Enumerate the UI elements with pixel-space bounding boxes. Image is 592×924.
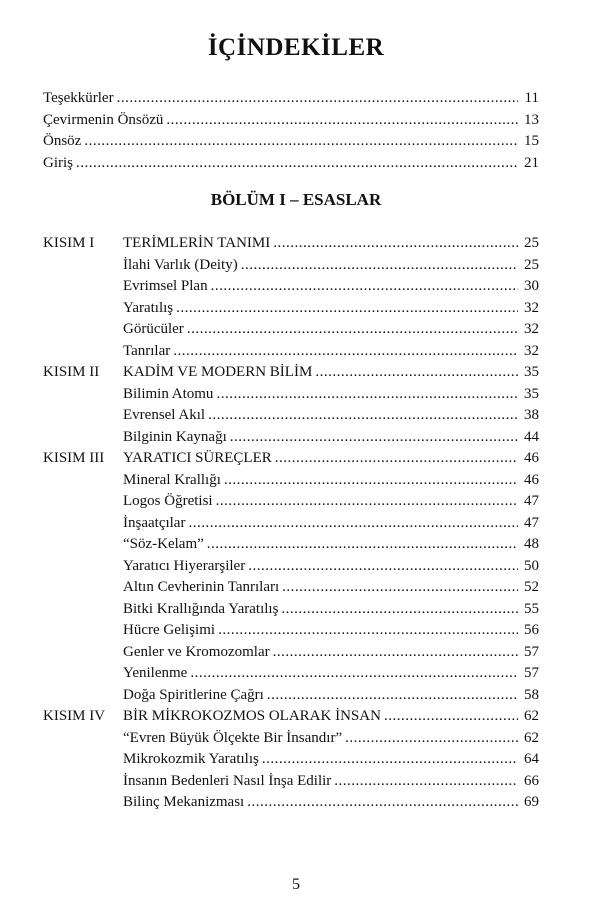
toc-entry-label: Bilginin Kaynağı: [123, 428, 227, 445]
toc-entry[interactable]: [43, 384, 539, 406]
toc-entry-page: 57: [524, 643, 539, 660]
toc-entry-page: 62: [524, 708, 539, 724]
part-label: KISIM III: [43, 450, 105, 466]
toc-entry-label: Yaratılış: [123, 299, 174, 316]
toc-entry-line: [123, 427, 539, 449]
toc-entry-label: Önsöz: [43, 133, 82, 149]
toc-entry-page: 46: [524, 450, 539, 466]
toc-entry-label: Giriş: [43, 154, 73, 171]
toc-entry-line: [123, 728, 539, 750]
toc-entry[interactable]: [43, 153, 539, 175]
toc-entry-page: 64: [524, 751, 539, 767]
toc-entry-line: [123, 685, 539, 707]
toc-entry-label: “Evren Büyük Ölçekte Bir İnsandır”: [123, 729, 343, 746]
toc-entry[interactable]: [43, 706, 539, 728]
toc-entry[interactable]: [43, 792, 539, 814]
dot-leader: [216, 491, 518, 513]
toc-entry-line: [123, 233, 539, 255]
toc-entry-page: 46: [524, 471, 539, 488]
toc-entry[interactable]: [43, 642, 539, 664]
toc-entry[interactable]: [43, 341, 539, 363]
toc-entry[interactable]: [43, 405, 539, 427]
toc-entry[interactable]: [43, 448, 539, 470]
toc-entry[interactable]: [43, 298, 539, 320]
toc-entry-line: [123, 255, 539, 277]
toc-entry-label: Doğa Spiritlerine Çağrı: [123, 686, 264, 703]
dot-leader: [275, 448, 518, 470]
toc-entry-line: [123, 491, 539, 513]
toc-entry-page: 38: [524, 407, 539, 423]
toc-entry-page: 52: [524, 579, 539, 595]
toc-entry-page: 11: [524, 90, 539, 106]
dot-leader: [207, 534, 518, 556]
toc-entry[interactable]: [43, 110, 539, 132]
toc-entry-page: 32: [524, 342, 539, 359]
toc-entry-line: [123, 276, 539, 298]
toc-entry[interactable]: [43, 233, 539, 255]
toc-entry[interactable]: [43, 470, 539, 492]
toc-entry-page: 44: [524, 428, 539, 445]
toc-entry[interactable]: [43, 276, 539, 298]
toc-entry[interactable]: [43, 556, 539, 578]
toc-entry-label: Çevirmenin Önsözü: [43, 111, 164, 128]
dot-leader: [281, 599, 518, 621]
toc-entry-line: [123, 298, 539, 320]
toc-entry-label: Bitki Krallığında Yaratılış: [123, 600, 279, 617]
toc-entry-page: 47: [524, 514, 539, 531]
dot-leader: [345, 728, 518, 750]
toc-entry[interactable]: [43, 771, 539, 793]
dot-leader: [211, 276, 518, 298]
toc-entry-page: 25: [524, 235, 539, 251]
toc-entry-line: [123, 620, 539, 642]
toc-entry-label: “Söz-Kelam”: [123, 536, 204, 552]
toc-entry-label: YARATICI SÜREÇLER: [123, 450, 272, 466]
toc-entry[interactable]: [43, 577, 539, 599]
toc-entry[interactable]: [43, 685, 539, 707]
toc-entry-label: Yaratıcı Hiyerarşiler: [123, 557, 246, 574]
dot-leader: [248, 556, 518, 578]
toc-entry-page: 25: [524, 256, 539, 273]
toc-entry-page: 13: [524, 111, 539, 128]
toc-entry-line: [123, 384, 539, 406]
toc-entry-line: [123, 534, 539, 556]
toc-entry-label: Bilimin Atomu: [123, 385, 214, 402]
dot-leader: [187, 319, 518, 341]
page-title: İÇİNDEKİLER: [207, 34, 385, 61]
dot-leader: [273, 233, 518, 255]
toc-entry-page: 56: [524, 622, 539, 638]
toc-entry-label: Genler ve Kromozomlar: [123, 643, 270, 660]
toc-entry[interactable]: [43, 427, 539, 449]
part-label: KISIM IV: [43, 708, 106, 724]
dot-leader: [384, 706, 518, 728]
toc-entry-label: İnsanın Bedenleri Nasıl İnşa Edilir: [123, 772, 332, 789]
toc-entry-page: 30: [524, 278, 539, 294]
toc-entry-label: KADİM VE MODERN BİLİM: [123, 364, 313, 380]
toc-entry-line: [123, 771, 539, 793]
toc-entry-label: Mineral Krallığı: [123, 471, 221, 488]
toc-entry-label: İlahi Varlık (Deity): [123, 256, 238, 273]
dot-leader: [208, 405, 518, 427]
toc-entry-page: 55: [524, 600, 539, 617]
toc-entry-page: 50: [524, 557, 539, 574]
dot-leader: [218, 620, 518, 642]
toc-entry-line: [123, 556, 539, 578]
toc-entry[interactable]: [43, 362, 539, 384]
toc-entry-page: 21: [524, 154, 539, 171]
toc-entry-label: Teşekkürler: [43, 90, 114, 106]
toc-entry[interactable]: [43, 491, 539, 513]
dot-leader: [176, 298, 518, 320]
toc-entry-page: 32: [524, 321, 539, 337]
dot-leader: [188, 513, 518, 535]
dot-leader: [262, 749, 518, 771]
toc-entry-line: [123, 577, 539, 599]
page-number: 5: [292, 876, 300, 893]
toc-entry-line: [123, 749, 539, 771]
toc-entry[interactable]: [43, 534, 539, 556]
dot-leader: [315, 362, 518, 384]
dot-leader: [117, 88, 518, 110]
dot-leader: [241, 255, 518, 277]
toc-entry[interactable]: [43, 88, 539, 110]
toc-entry-label: Bilinç Mekanizması: [123, 794, 245, 810]
toc-entry-page: 35: [524, 385, 539, 402]
toc-entry-page: 66: [524, 772, 539, 789]
dot-leader: [84, 131, 518, 153]
dot-leader: [224, 470, 518, 492]
toc-entry-line: [123, 706, 539, 728]
toc-entry-label: TERİMLERİN TANIMI: [123, 235, 271, 251]
toc-entry-label: Mikrokozmik Yaratılış: [123, 751, 259, 767]
toc-entry-line: [123, 341, 539, 363]
part-label: KISIM II: [43, 364, 100, 380]
toc-entry[interactable]: [43, 599, 539, 621]
toc-entry-label: İnşaatçılar: [123, 514, 186, 531]
toc-entry-line: [123, 470, 539, 492]
toc-entry-line: [123, 448, 539, 470]
dot-leader: [216, 384, 518, 406]
toc-entry-page: 47: [524, 493, 539, 509]
toc-entry[interactable]: [43, 663, 539, 685]
toc-entry-page: 57: [524, 665, 539, 681]
toc-entry-page: 58: [524, 686, 539, 703]
dot-leader: [273, 642, 518, 664]
toc-entry-line: [123, 792, 539, 814]
toc-entry[interactable]: [43, 728, 539, 750]
toc-entry[interactable]: [43, 255, 539, 277]
toc-entry-label: Görücüler: [123, 321, 184, 337]
dot-leader: [282, 577, 518, 599]
toc-entry-line: [123, 405, 539, 427]
toc-entry[interactable]: [43, 620, 539, 642]
dot-leader: [334, 771, 518, 793]
toc-entry-line: [123, 663, 539, 685]
dot-leader: [247, 792, 518, 814]
section-heading: BÖLÜM I – ESASLAR: [210, 190, 382, 209]
part-label: KISIM I: [43, 235, 95, 251]
toc-entry-page: 35: [524, 364, 539, 380]
toc-entry-line: [123, 319, 539, 341]
dot-leader: [76, 153, 518, 175]
toc-entry-page: 62: [524, 729, 539, 746]
toc-entry[interactable]: [43, 513, 539, 535]
toc-entry-label: Altın Cevherinin Tanrıları: [123, 579, 280, 595]
toc-entry-line: [123, 513, 539, 535]
toc-entry-line: [123, 642, 539, 664]
toc-entry-label: Hücre Gelişimi: [123, 622, 216, 638]
toc-entry[interactable]: [43, 319, 539, 341]
toc-entry-label: Yenilenme: [123, 665, 188, 681]
toc-entry-page: 32: [524, 299, 539, 316]
toc-entry-line: [123, 599, 539, 621]
toc-entry-label: Logos Öğretisi: [123, 493, 213, 509]
toc-entry-page: 69: [524, 794, 539, 810]
main-toc-list: [43, 233, 539, 814]
dot-leader: [173, 341, 518, 363]
toc-entry-label: BİR MİKROKOZMOS OLARAK İNSAN: [123, 708, 381, 724]
toc-entry-line: [123, 362, 539, 384]
dot-leader: [267, 685, 518, 707]
toc-entry-label: Tanrılar: [123, 342, 171, 359]
toc-entry[interactable]: [43, 131, 539, 153]
toc-entry-page: 15: [524, 133, 539, 149]
dot-leader: [166, 110, 518, 132]
dot-leader: [230, 427, 518, 449]
toc-entry[interactable]: [43, 749, 539, 771]
toc-entry-label: Evrensel Akıl: [123, 407, 206, 423]
front-matter-list: [43, 88, 539, 174]
toc-entry-label: Evrimsel Plan: [123, 278, 208, 294]
toc-entry-page: 48: [524, 536, 539, 552]
dot-leader: [190, 663, 518, 685]
